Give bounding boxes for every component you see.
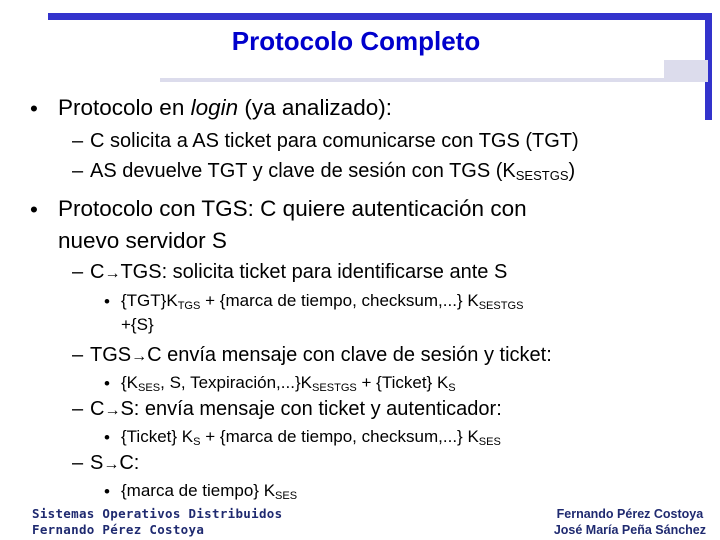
right-arrow-icon: →	[104, 402, 121, 419]
bullet-login: Protocolo en login (ya analizado):	[58, 95, 392, 120]
bullet-marker: •	[104, 374, 110, 393]
right-arrow-icon: →	[103, 456, 120, 473]
item-tgs-to-c: {$K_{SES}$, S, $Texpiración,...\}K_{SESTGS}$ + {Ticket} $K_S$	[121, 373, 456, 394]
sub-bullet-s-to-c: S→C:	[90, 452, 140, 474]
bullet-marker: •	[104, 428, 110, 447]
bullet-tgs-line1: Protocolo con TGS: C quiere autenticación con	[58, 196, 527, 221]
footer-course: Sistemas Operativos Distribuidos	[32, 506, 283, 521]
footer-right	[554, 506, 706, 538]
bullet-marker: •	[30, 197, 38, 222]
sub-bullet-login-2: AS devuelve TGT y clave de sesión con TGS $(K_{SESTGS})$	[90, 160, 576, 183]
dash-marker: –	[72, 130, 84, 152]
footer-left	[32, 506, 282, 538]
bullet-marker: •	[104, 292, 110, 311]
dash-marker: –	[72, 160, 84, 182]
bullet-marker: •	[104, 482, 110, 501]
bullet-marker: •	[30, 96, 38, 121]
bullet-tgs-line2: nuevo servidor S	[58, 228, 227, 253]
slide-title: Protocolo Completo	[231, 26, 481, 56]
footer-author: Fernando Pérez Costoya	[32, 522, 205, 537]
footer-author-1: Fernando Pérez Costoya	[556, 507, 704, 521]
dash-marker: –	[72, 398, 84, 420]
dash-marker: –	[72, 261, 84, 283]
item-s-to-c: {marca de tiempo} $K_{SES}$	[121, 481, 298, 502]
footer-author-2: José María Peña Sánchez	[553, 523, 706, 537]
title-accent-bar	[48, 13, 712, 20]
dash-marker: –	[72, 344, 84, 366]
sub-bullet-c-to-tgs: C→TGS: solicita ticket para identificarse ante S	[90, 261, 508, 283]
sub-bullet-login-1: C solicita a AS ticket para comunicarse con TGS (TGT)	[90, 130, 579, 152]
item-c-to-tgs-line2: +{S}	[121, 315, 154, 334]
item-c-to-s: {Ticket} $K_S$ + {marca de tiempo, checksum,...} $K_{SES}$	[121, 427, 501, 448]
sub-bullet-c-to-s: C→S: envía mensaje con ticket y autenticador:	[90, 398, 502, 420]
sub-bullet-tgs-to-c: TGS→C envía mensaje con clave de sesión y ticket:	[90, 344, 552, 366]
right-arrow-icon: →	[131, 348, 148, 365]
item-c-to-tgs: $\{TGT\}K_{TGS}$ + {marca de tiempo, checksum,...} $K_{SESTGS}$	[121, 291, 524, 312]
dash-marker: –	[72, 452, 84, 474]
right-arrow-icon: →	[104, 265, 121, 282]
title-box	[48, 20, 664, 78]
